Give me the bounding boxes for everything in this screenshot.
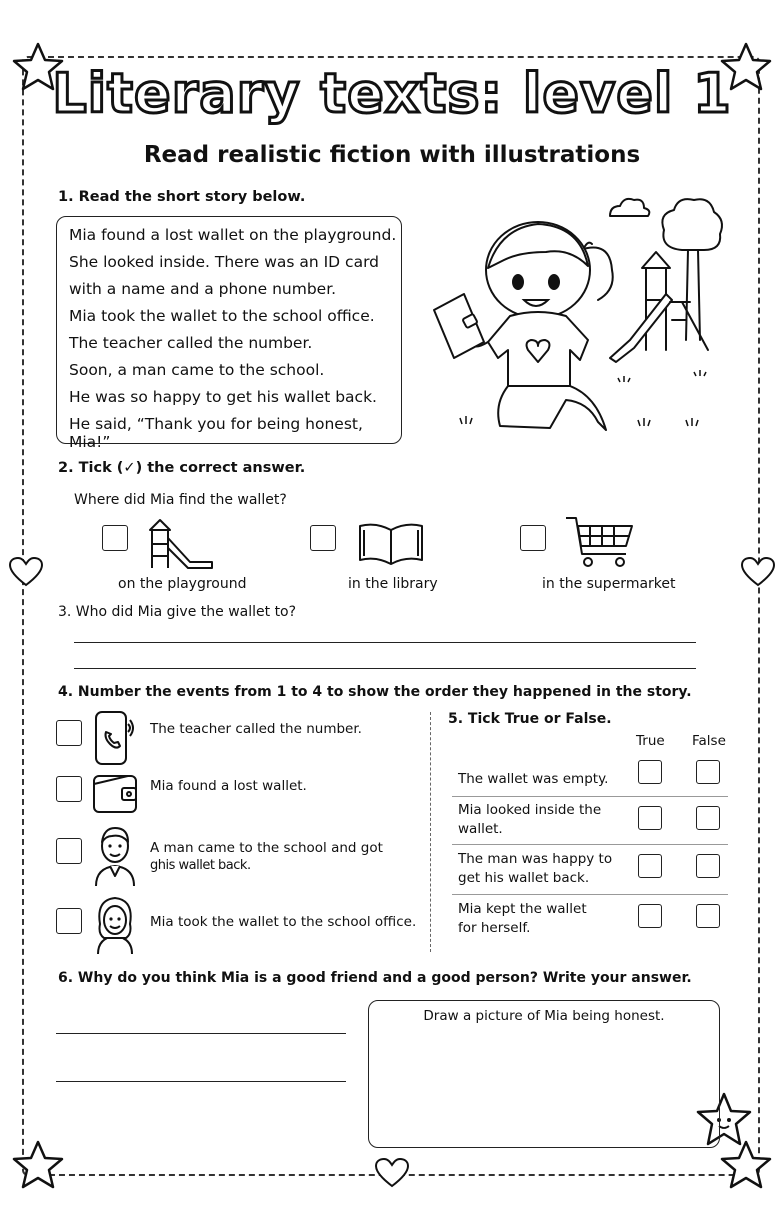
false-column-header: False bbox=[692, 733, 726, 749]
false-checkbox[interactable] bbox=[696, 854, 720, 878]
q5-heading: 5. Tick True or False. bbox=[448, 711, 612, 727]
row-separator bbox=[452, 894, 728, 895]
true-column-header: True bbox=[636, 733, 665, 749]
star-icon bbox=[10, 1138, 66, 1194]
story-line: He was so happy to get his wallet back. bbox=[69, 388, 377, 406]
option-label: in the library bbox=[348, 576, 438, 592]
option-checkbox-supermarket[interactable] bbox=[520, 525, 546, 551]
story-line: Soon, a man came to the school. bbox=[69, 361, 325, 379]
tf-statement: wallet. bbox=[458, 821, 503, 837]
shopping-cart-icon bbox=[564, 514, 636, 570]
q1-heading: 1. Read the short story below. bbox=[58, 189, 306, 205]
event-number-box[interactable] bbox=[56, 776, 82, 802]
story-line: He said, “Thank you for being honest, Mia!” bbox=[69, 415, 363, 451]
event-text: The teacher called the number. bbox=[150, 721, 362, 737]
story-line: Mia found a lost wallet on the playground. bbox=[69, 226, 397, 244]
tf-statement: Mia looked inside the bbox=[458, 802, 602, 818]
tf-statement: Mia kept the wallet bbox=[458, 901, 587, 917]
page-subtitle: Read realistic fiction with illustrations bbox=[143, 142, 641, 168]
divider bbox=[430, 712, 431, 952]
answer-line[interactable] bbox=[74, 668, 696, 669]
event-text: Mia took the wallet to the school office. bbox=[150, 914, 417, 930]
row-separator bbox=[452, 844, 728, 845]
tf-statement: The man was happy to bbox=[458, 851, 613, 867]
option-label: on the playground bbox=[118, 576, 247, 592]
wallet-icon bbox=[90, 770, 140, 816]
story-box bbox=[56, 216, 402, 451]
answer-line[interactable] bbox=[56, 1081, 346, 1082]
tf-statement: The wallet was empty. bbox=[458, 771, 609, 787]
answer-line[interactable] bbox=[56, 1033, 346, 1034]
true-checkbox[interactable] bbox=[638, 806, 662, 830]
girl-with-wallet-illustration bbox=[420, 190, 740, 440]
story-line: Mia took the wallet to the school office. bbox=[69, 307, 375, 325]
event-text-continued: ghis wallet back. bbox=[150, 858, 251, 873]
answer-line[interactable] bbox=[74, 642, 696, 643]
q6-heading: 6. Why do you think Mia is a good friend and a good person? Write your answer. bbox=[58, 970, 692, 986]
draw-prompt: Draw a picture of Mia being honest. bbox=[423, 1008, 665, 1024]
event-number-box[interactable] bbox=[56, 908, 82, 934]
story-line: She looked inside. There was an ID card bbox=[69, 253, 380, 271]
open-book-icon bbox=[356, 520, 426, 568]
false-checkbox[interactable] bbox=[696, 904, 720, 928]
playground-slide-icon bbox=[146, 518, 216, 570]
false-checkbox[interactable] bbox=[696, 760, 720, 784]
story-line: with a name and a phone number. bbox=[69, 280, 337, 298]
event-text: Mia found a lost wallet. bbox=[150, 778, 307, 794]
row-separator bbox=[452, 796, 728, 797]
tf-statement: for herself. bbox=[458, 920, 531, 936]
heart-icon bbox=[374, 1157, 410, 1189]
false-checkbox[interactable] bbox=[696, 806, 720, 830]
q3-heading: 3. Who did Mia give the wallet to? bbox=[58, 604, 297, 620]
page-title: Literary texts: level 1 bbox=[52, 62, 732, 125]
q2-question: Where did Mia find the wallet? bbox=[74, 492, 287, 508]
heart-icon bbox=[740, 556, 776, 588]
story-line: The teacher called the number. bbox=[69, 334, 313, 352]
event-number-box[interactable] bbox=[56, 720, 82, 746]
true-checkbox[interactable] bbox=[638, 904, 662, 928]
girl-icon bbox=[92, 894, 138, 956]
option-label: in the supermarket bbox=[542, 576, 676, 592]
true-checkbox[interactable] bbox=[638, 760, 662, 784]
drawing-box[interactable] bbox=[368, 1000, 720, 1148]
event-number-box[interactable] bbox=[56, 838, 82, 864]
q2-heading: 2. Tick (✓) the correct answer. bbox=[58, 460, 306, 476]
phone-icon bbox=[92, 710, 136, 766]
q4-heading: 4. Number the events from 1 to 4 to show the order they happened in the story. bbox=[58, 684, 692, 700]
tf-statement: get his wallet back. bbox=[458, 870, 590, 886]
event-text: A man came to the school and got bbox=[150, 840, 383, 856]
option-checkbox-library[interactable] bbox=[310, 525, 336, 551]
man-icon bbox=[92, 822, 138, 888]
true-checkbox[interactable] bbox=[638, 854, 662, 878]
option-checkbox-playground[interactable] bbox=[102, 525, 128, 551]
heart-icon bbox=[8, 556, 44, 588]
